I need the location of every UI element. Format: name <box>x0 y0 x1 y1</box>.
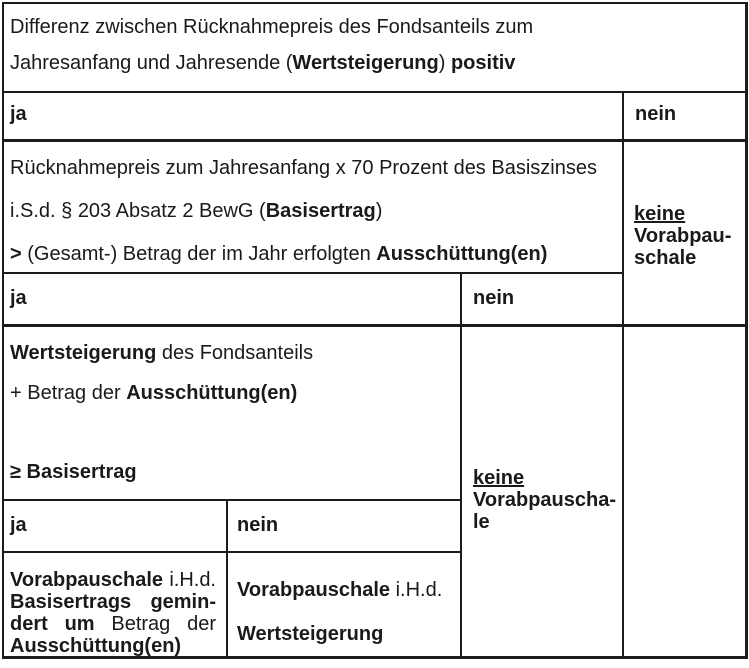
result-ja-line-2 <box>10 592 216 612</box>
text-segment: der <box>187 613 216 635</box>
section3-ja-label: ja <box>10 514 27 536</box>
text-segment: ) <box>375 200 383 222</box>
text-segment: Basisertrag <box>265 200 376 222</box>
text-segment: ≥ Basisertrag <box>10 461 137 483</box>
text-segment: Vorabpauscha- <box>473 489 616 511</box>
text-segment: Jahresanfang und Jahresende ( <box>10 52 293 74</box>
rule-section1-divider <box>2 139 748 142</box>
text-segment: (Gesamt-) Betrag der im Jahr erfolgten <box>21 243 377 265</box>
section1-nein-label: nein <box>635 103 677 125</box>
rule-row1-bottom <box>2 91 748 93</box>
text-segment: le <box>473 511 490 533</box>
text-segment: positiv <box>450 52 516 74</box>
section3-nein-label: nein <box>237 514 279 536</box>
text-segment: Wertsteigerung <box>292 52 439 74</box>
condition-3-line-1 <box>10 343 313 363</box>
outcome-2-line-1 <box>634 204 685 224</box>
text-segment: Ausschüttung(en) <box>376 243 548 265</box>
section2-ja-label: ja <box>10 287 27 309</box>
text-segment: + Betrag der <box>10 382 127 404</box>
outcome-3-line-3 <box>473 512 490 532</box>
text-segment: dert <box>10 613 48 635</box>
result-ja-line-1 <box>10 570 216 590</box>
outcome-2-line-3 <box>634 248 696 268</box>
rule-border-left <box>2 2 4 659</box>
text-segment: gemin- <box>150 591 216 613</box>
rule-col-right <box>622 91 624 659</box>
text-segment: Vorabpauschale <box>237 579 391 601</box>
section2-nein-label: nein <box>473 287 515 309</box>
text-segment: i.S.d. § 203 Absatz 2 BewG ( <box>10 200 266 222</box>
condition-2-line-1 <box>10 158 597 178</box>
condition-3-line-2 <box>10 383 297 403</box>
text-segment: Rücknahmepreis zum Jahresanfang x 70 Prozent des Basiszinses <box>10 157 597 179</box>
text-segment: schale <box>634 247 697 269</box>
text-segment: i.H.d. <box>169 569 216 591</box>
rule-col-middle <box>460 272 462 659</box>
rule-border-right <box>745 2 748 659</box>
condition-2-line-3 <box>10 244 547 264</box>
text-segment: Ausschüttung(en) <box>126 382 298 404</box>
rule-section2-divider <box>2 324 748 327</box>
section1-ja-label: ja <box>10 103 27 125</box>
text-segment: Betrag <box>111 613 171 635</box>
condition-2-line-2 <box>10 201 382 221</box>
text-segment: Differenz zwischen Rücknahmepreis des Fondsanteils zum <box>10 16 534 38</box>
text-segment: Vorabpauschale <box>10 569 164 591</box>
result-ja-line-4 <box>10 636 181 656</box>
result-nein-line-1 <box>237 580 442 600</box>
condition-1-line-1 <box>10 17 533 37</box>
text-segment: keine <box>473 467 525 489</box>
outcome-3-line-2 <box>473 490 616 510</box>
text-segment: des Fondsanteils <box>156 342 314 364</box>
text-segment: i.H.d. <box>390 579 443 601</box>
result-nein-line-2 <box>237 624 383 644</box>
text-segment: Vorabpau- <box>634 225 732 247</box>
outcome-2-line-2 <box>634 226 731 246</box>
text-segment: Basisertrags <box>10 591 132 613</box>
text-segment: Wertsteigerung <box>10 342 157 364</box>
condition-1-line-2 <box>10 53 515 73</box>
text-segment: Ausschüttung(en) <box>10 635 182 657</box>
text-segment: > <box>10 243 22 265</box>
outcome-3-line-1 <box>473 468 524 488</box>
rule-sec3-result-top <box>2 551 462 553</box>
rule-col-inner <box>226 499 228 659</box>
condition-3-line-3 <box>10 462 137 482</box>
text-segment: Wertsteigerung <box>237 623 384 645</box>
result-ja-line-3 <box>10 614 216 634</box>
text-segment: um <box>64 613 95 635</box>
text-segment: keine <box>634 203 686 225</box>
rule-sec3-janein-top <box>2 499 462 501</box>
rule-border-top <box>2 2 748 4</box>
text-segment: ) <box>438 52 451 74</box>
rule-sec2-janein-top <box>2 272 624 274</box>
